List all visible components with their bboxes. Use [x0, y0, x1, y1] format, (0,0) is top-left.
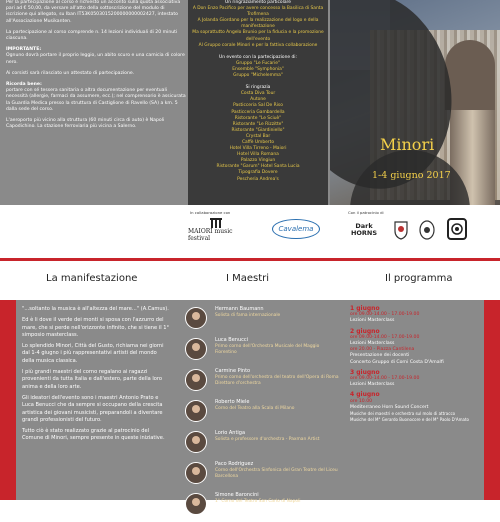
- maestro-name: Carmine Pinto: [215, 368, 251, 374]
- manifestazione-paragraph: Ed è li dove il verde dei monti si sposa con l'azzurro del mare, che si perde nell'orizzonte infinito, che si tiene il 1° simposio masterclass.: [22, 317, 170, 338]
- avatar: [185, 431, 207, 453]
- program-line: Mediterraneo Horn Sound Concert: [350, 404, 429, 410]
- info-dress: Ognuno dovrà portare il proprio leggio, un abito scuro e una camicia di colore nero.: [6, 53, 185, 65]
- program-line: Presentazione dei docenti: [350, 353, 410, 359]
- cover-title: Minori: [380, 135, 435, 154]
- maestro-name: Hermann Baumann: [215, 306, 264, 312]
- manifestazione-paragraph: Lo splendido Minori, Città del Gusto, richiama nei giorni dal 1-4 giugno i più rappresentativi artisti del mondo della musica classica.: [22, 343, 164, 364]
- program-line: Concerto Gruppo di Corni Costa D'Amalfi: [350, 359, 444, 365]
- maestro-name: Paco Rodriguez: [215, 461, 254, 467]
- program-line: ore 09.00-14.00 - 17.00-19.00: [350, 312, 420, 318]
- manifestazione-paragraph: Gli ideatori dell'evento sono i maestri Antonio Prato e Luca Benucci che da sempre si occupano della crescita artistica dei giovani musicisti, preparandoli a diventare grandi professionisti del futuro.: [22, 394, 163, 423]
- maestro-role: 1° Corno del Teatro San Carlo di Napoli: [215, 499, 301, 504]
- avatar: [185, 369, 207, 391]
- maestro-item: [185, 460, 338, 491]
- crest-icon: [392, 219, 410, 241]
- thanks-item: A Jolanda Giordano per la realizzazione del logo e della manifestazione: [197, 18, 319, 30]
- program-day-title: 2 giugno: [350, 327, 380, 335]
- logos-strip: [0, 205, 500, 258]
- sponsor-item: Pasticceria Sal De Riso: [233, 103, 283, 109]
- maestro-role: Solista di fama internazionale: [215, 313, 281, 318]
- maestro-role: Corno dell'Orchestra Sinfonica del Gran Teatre del Liceu Barcellona: [215, 468, 338, 479]
- program-line: Lezioni Masterclass: [350, 382, 395, 388]
- sponsor-item: Caffè Umberto: [241, 139, 275, 145]
- info-health: portare con sé tessera sanitaria o altra documentazione per eventuali necessità (allergie, farmaci da assumere, ecc.); nel comprensorio è assicurata la Guardia Medica presso la struttura di Castiglione di Ravello (SA) a km. 5 dalla sede del corso.: [6, 88, 186, 112]
- maestro-name: Luca Benucci: [215, 337, 249, 343]
- group-item: Gruppo "Michelemma": [233, 73, 283, 79]
- info-remind: Ricorda bene:: [6, 82, 42, 88]
- thanks-title: Un ringraziamento particolare: [225, 0, 291, 5]
- info-lessons: La partecipazione al corso comprende n. 14 lezioni individuali di 20 minuti ciascuna.: [6, 29, 178, 42]
- sponsor-item: Costa Diva Tour: [240, 91, 276, 97]
- program-day: [350, 392, 490, 423]
- patronage-label: Con il patrocinio di: [348, 210, 384, 215]
- seal-icon: [446, 217, 468, 241]
- church-dome: [445, 40, 495, 110]
- maestro-item: [185, 305, 335, 336]
- maiori-music-festival-logo: MAIORI music festival: [188, 217, 246, 243]
- sponsors-title: Si ringrazia: [245, 85, 271, 91]
- avatar: [185, 462, 207, 484]
- columns-icon: [210, 218, 224, 228]
- maestro-name: Roberto Miele: [215, 399, 250, 405]
- thanks-item: Al Gruppo corale Minori e per la fattiva collaborazione: [198, 42, 318, 48]
- program-line: Lezioni Masterclass: [350, 341, 395, 347]
- avatar: [185, 307, 207, 329]
- collaboration-label: In collaborazione con: [190, 210, 231, 215]
- manifestazione-paragraph: I più grandi maestri del corno regalano ai ragazzi provenienti da tutta Italia e dall'estero, parte della loro anima e della loro arte.: [22, 369, 163, 390]
- info-travel: L'aeroporto più vicino alla struttura (60 minuti circa di auto) è Napoli Capodichino. La stazione ferroviaria più vicina a Salerno.: [6, 118, 165, 130]
- maestro-role: Primo corno dell'Orchestra Musicale del Maggio Fiorentino: [215, 344, 320, 355]
- program-line: ore 09.00-14.00 - 17.00-19.00: [350, 376, 420, 382]
- maestro-item: [185, 398, 335, 429]
- group-item: Ensemble "Symphonia": [232, 66, 284, 72]
- maestro-role: Solista e professore d'orchestra - Paxman Artist: [215, 437, 320, 442]
- programma-list: [350, 306, 490, 427]
- manifestazione-text: [22, 306, 170, 447]
- cover-dates: 1-4 giugno 2017: [372, 170, 451, 181]
- sponsor-item: Hotel Villa Tirreno - Maiori: [229, 146, 287, 152]
- info-certificate: Ai corsisti sarà rilasciato un attestato di partecipazione.: [6, 70, 135, 76]
- maestro-item: [185, 429, 335, 460]
- program-day: [350, 306, 490, 325]
- maestro-name: Lorio Antiga: [215, 430, 246, 436]
- program-line: Musiche dei maestri e orchestra sul molo di attracco: [350, 411, 456, 417]
- sponsor-item: Hotel Villa Romana: [237, 152, 279, 158]
- sponsor-item: Palazzo Vingiun: [240, 158, 276, 164]
- sponsor-item: Tipografia Dovere: [238, 170, 278, 176]
- program-line: ore 20.00 - Piazza Cantilena: [350, 347, 415, 353]
- thanks-item: Ma soprattutto Angelo Brunio per la fiducia e la promozione dell'evento: [192, 30, 324, 42]
- maestro-role: Corno del Teatro alla Scala di Milano: [215, 406, 295, 411]
- left-red-stripe: [0, 300, 16, 500]
- program-day: [350, 370, 490, 389]
- program-line: ore 09.00-14.00 - 17.00-19.00: [350, 334, 420, 340]
- avatar: [185, 338, 207, 360]
- heading-programma: Il programma: [385, 273, 453, 284]
- sponsor-item: Autone: [250, 97, 266, 103]
- program-line: ore 10.00: [350, 398, 373, 404]
- cavalema-logo: Cavalema: [272, 219, 320, 239]
- dark-horns-logo: Dark HORNS: [350, 222, 378, 237]
- thanks-item: A Don Enzo Pacifico per avere concesso la Basilica di Santa Trofimena: [192, 6, 324, 18]
- maestro-name: Simone Baroncini: [215, 492, 259, 498]
- maestri-list: [185, 305, 339, 522]
- sponsor-item: Pescheria Andrea's: [237, 176, 279, 182]
- program-day: [350, 329, 490, 366]
- program-day-title: 1 giugno: [350, 305, 380, 312]
- sponsor-item: Ristorante "Le Sciuè": [234, 115, 282, 121]
- maestro-item: [185, 367, 339, 398]
- section-headings: [0, 261, 500, 301]
- event-groups-title: Un evento con la partecipazione di:: [219, 54, 297, 60]
- sponsor-item: Ristorante "Le Rizzitte": [232, 121, 284, 127]
- avatar: [185, 493, 207, 515]
- manifestazione-paragraph: Tutto ciò è stato realizzato grazie al patrocinio del Comune di Minori, sempre presente in queste iniziative.: [22, 428, 165, 442]
- sponsor-item: Ristorante "Garum" Hotel Santa Lucia: [216, 164, 300, 170]
- group-item: Gruppo "Le Fucarie": [235, 60, 281, 66]
- sponsor-item: Pasticceria Gambardella: [231, 109, 285, 115]
- program-line: Lezioni Masterclass: [350, 318, 395, 324]
- maestro-role: Primo corno dell'orchestra del teatro dell'Opera di Roma Direttore d'orchestra: [215, 375, 339, 386]
- maestro-item: [185, 491, 335, 522]
- avatar: [185, 400, 207, 422]
- emblem-icon: [418, 219, 436, 241]
- brochure-bottom-panel: [0, 300, 500, 504]
- program-day-title: 3 giugno: [350, 368, 380, 376]
- heading-manifestazione: La manifestazione: [46, 273, 138, 284]
- sponsor-item: Ristorante "Giardiniello": [231, 127, 285, 133]
- heading-maestri: I Maestri: [226, 273, 270, 284]
- maestro-item: [185, 336, 335, 367]
- program-line: Musiche del M° Gerardo Buonocore e del M° Paolo D'Amato: [350, 417, 469, 423]
- brochure-top-panel: [0, 0, 500, 260]
- info-deposit: Per la partecipazione al corso è richiesto un acconto sulla quota associativa pari ad € 50,00, da versare all'atto della sottoscrizione del modulo di iscrizione qui allegato, su Iban IT53K0503015200000000002427, intestato all'Associazione Musikanten.: [6, 0, 181, 24]
- info-important-heading: IMPORTANTE:: [6, 47, 42, 53]
- sponsor-item: Crystal Bar: [245, 133, 271, 139]
- manifestazione-paragraph: "...soltanto la musica è all'altezza del mare..." (A.Camus).: [22, 306, 169, 312]
- program-day-title: 4 giugno: [350, 391, 380, 399]
